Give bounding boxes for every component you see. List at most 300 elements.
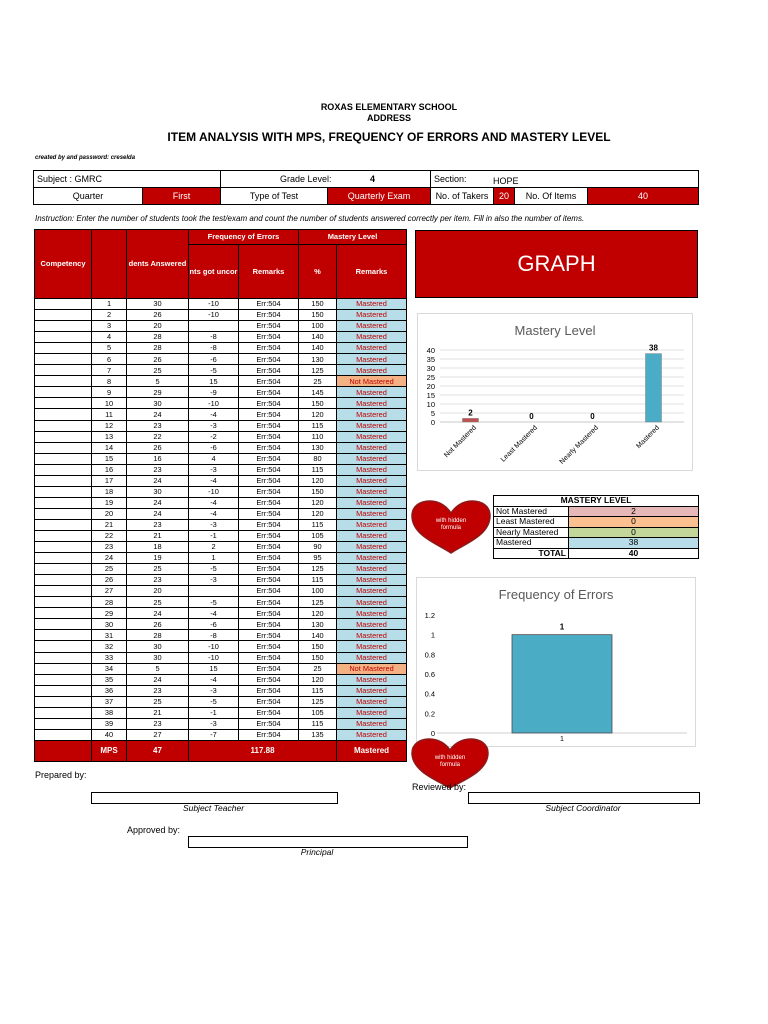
table-row [35, 376, 407, 387]
mastery-remark: Mastered [337, 398, 407, 409]
item-number: 3 [92, 321, 127, 332]
y-tick-label: 0.8 [424, 650, 435, 660]
percent: 90 [299, 542, 337, 553]
error-count: 1 [189, 553, 239, 564]
error-remark: Err:504 [239, 663, 299, 674]
item-number: 24 [92, 553, 127, 564]
error-count: -3 [189, 718, 239, 729]
mastery-remark: Not Mastered [337, 376, 407, 387]
item-number: 29 [92, 608, 127, 619]
error-remark: Err:504 [239, 729, 299, 740]
error-count: -5 [189, 564, 239, 575]
item-number: 11 [92, 409, 127, 420]
answered-count[interactable]: 25 [127, 564, 189, 575]
table-row [35, 475, 407, 486]
error-count: -9 [189, 387, 239, 398]
answered-count[interactable]: 16 [127, 453, 189, 464]
summary-value[interactable]: 0 [569, 527, 699, 538]
grade-level-value: 4 [370, 174, 376, 184]
competency-cell[interactable] [35, 376, 92, 387]
table-row [35, 564, 407, 575]
competency-cell[interactable] [35, 387, 92, 398]
competency-cell[interactable] [35, 652, 92, 663]
answered-count[interactable]: 20 [127, 321, 189, 332]
mastery-remark: Mastered [337, 575, 407, 586]
mastery-remark: Mastered [337, 641, 407, 652]
error-count: 15 [189, 663, 239, 674]
error-count: -3 [189, 575, 239, 586]
error-remark: Err:504 [239, 321, 299, 332]
competency-cell[interactable] [35, 685, 92, 696]
competency-cell[interactable] [35, 442, 92, 453]
percent: 140 [299, 343, 337, 354]
percent: 115 [299, 464, 337, 475]
error-remark: Err:504 [239, 497, 299, 508]
percent: 150 [299, 641, 337, 652]
school-address: ADDRESS [366, 113, 411, 123]
percent: 150 [299, 652, 337, 663]
item-number: 4 [92, 332, 127, 343]
table-row [35, 674, 407, 685]
answered-count[interactable]: 19 [127, 553, 189, 564]
mastery-remark: Mastered [337, 519, 407, 530]
summary-label: Nearly Mastered [494, 527, 569, 538]
table-row [35, 387, 407, 398]
percent: 130 [299, 619, 337, 630]
answered-count[interactable]: 24 [127, 674, 189, 685]
mastery-remark: Mastered [337, 674, 407, 685]
error-count: -4 [189, 608, 239, 619]
mastery-remark: Mastered [337, 652, 407, 663]
y-tick-label: 0.2 [424, 709, 435, 719]
summary-title: MASTERY LEVEL [494, 496, 699, 507]
table-row [35, 354, 407, 365]
mastery-remark: Mastered [337, 310, 407, 321]
competency-cell[interactable] [35, 608, 92, 619]
competency-cell[interactable] [35, 597, 92, 608]
table-row [35, 321, 407, 332]
percent: 100 [299, 321, 337, 332]
error-remark: Err:504 [239, 332, 299, 343]
error-count: -10 [189, 641, 239, 652]
table-row [35, 586, 407, 597]
y-tick-label: 35 [426, 355, 435, 364]
principal-caption: Principal [300, 847, 334, 857]
table-row [35, 409, 407, 420]
competency-cell[interactable] [35, 365, 92, 376]
item-number: 21 [92, 519, 127, 530]
summary-value[interactable]: 2 [569, 506, 699, 517]
summary-total-label: TOTAL [494, 548, 569, 559]
mastery-remark: Mastered [337, 321, 407, 332]
error-count: -8 [189, 332, 239, 343]
competency-cell[interactable] [35, 718, 92, 729]
mastery-remark: Mastered [337, 365, 407, 376]
answered-count[interactable]: 21 [127, 707, 189, 718]
error-remark: Err:504 [239, 619, 299, 630]
answered-count[interactable]: 23 [127, 464, 189, 475]
competency-cell[interactable] [35, 641, 92, 652]
competency-cell[interactable] [35, 354, 92, 365]
heart-text-line1: with hidden [435, 518, 467, 524]
answered-count[interactable]: 25 [127, 365, 189, 376]
error-remark: Err:504 [239, 597, 299, 608]
table-row [35, 431, 407, 442]
answered-count[interactable]: 23 [127, 575, 189, 586]
heart-text-line2: formula [440, 525, 462, 531]
summary-label: Not Mastered [494, 506, 569, 517]
competency-cell[interactable] [35, 663, 92, 674]
answered-count[interactable]: 30 [127, 486, 189, 497]
table-row [35, 608, 407, 619]
answered-count[interactable]: 18 [127, 542, 189, 553]
header-students-answered: dents Answered [127, 230, 189, 299]
table-row [35, 685, 407, 696]
data-label: 38 [649, 343, 658, 353]
test-type-label: Type of Test [221, 188, 328, 205]
answered-count[interactable]: 26 [127, 354, 189, 365]
data-label: 1 [559, 622, 565, 632]
competency-cell[interactable] [35, 586, 92, 597]
error-count [189, 321, 239, 332]
header-error-remarks: Remarks [239, 245, 299, 299]
competency-cell[interactable] [35, 542, 92, 553]
error-count: -5 [189, 597, 239, 608]
error-remark: Err:504 [239, 718, 299, 729]
mastery-remark: Not Mastered [337, 663, 407, 674]
mastery-remark: Mastered [337, 553, 407, 564]
header-percent: % [299, 245, 337, 299]
y-tick-label: 20 [426, 382, 435, 391]
x-tick-label: Least Mastered [499, 424, 539, 464]
table-row [35, 641, 407, 652]
answered-count[interactable]: 23 [127, 420, 189, 431]
header-mastery-level: Mastery Level [299, 230, 407, 245]
error-count: -10 [189, 652, 239, 663]
summary-value[interactable]: 38 [569, 538, 699, 549]
data-label: 0 [529, 412, 534, 421]
table-row [35, 718, 407, 729]
competency-cell[interactable] [35, 497, 92, 508]
error-count: -1 [189, 707, 239, 718]
percent: 120 [299, 475, 337, 486]
percent: 145 [299, 387, 337, 398]
answered-count[interactable]: 30 [127, 641, 189, 652]
error-remark: Err:504 [239, 398, 299, 409]
error-remark: Err:504 [239, 696, 299, 707]
answered-count[interactable]: 27 [127, 729, 189, 740]
competency-cell[interactable] [35, 519, 92, 530]
percent: 115 [299, 575, 337, 586]
item-number: 20 [92, 508, 127, 519]
competency-cell[interactable] [35, 299, 92, 310]
error-count: -3 [189, 685, 239, 696]
competency-cell[interactable] [35, 321, 92, 332]
competency-cell[interactable] [35, 530, 92, 541]
error-remark: Err:504 [239, 586, 299, 597]
competency-cell[interactable] [35, 729, 92, 740]
error-count: -4 [189, 674, 239, 685]
mastery-remark: Mastered [337, 586, 407, 597]
answered-count[interactable]: 24 [127, 497, 189, 508]
x-tick-label: Nearly Mastered [558, 424, 600, 466]
error-count: -6 [189, 619, 239, 630]
answered-count[interactable]: 30 [127, 299, 189, 310]
answered-count[interactable]: 24 [127, 608, 189, 619]
mps-row [35, 740, 407, 761]
competency-cell[interactable] [35, 575, 92, 586]
answered-count[interactable]: 21 [127, 530, 189, 541]
summary-value[interactable]: 0 [569, 517, 699, 528]
heart-text-line2: formula [439, 762, 461, 768]
error-remark: Err:504 [239, 674, 299, 685]
answered-count[interactable]: 26 [127, 442, 189, 453]
error-count: -10 [189, 299, 239, 310]
info-table [33, 170, 699, 205]
header-frequency-of-errors: Frequency of Errors [189, 230, 299, 245]
item-number: 2 [92, 310, 127, 321]
mastery-remark: Mastered [337, 696, 407, 707]
competency-cell[interactable] [35, 630, 92, 641]
competency-cell[interactable] [35, 310, 92, 321]
mastery-remark: Mastered [337, 299, 407, 310]
competency-cell[interactable] [35, 464, 92, 475]
answered-count[interactable]: 29 [127, 387, 189, 398]
competency-cell[interactable] [35, 420, 92, 431]
data-label: 2 [468, 408, 473, 418]
table-row [35, 696, 407, 707]
item-number: 12 [92, 420, 127, 431]
y-tick-label: 0.6 [424, 670, 435, 679]
section-cell[interactable] [431, 171, 699, 188]
error-remark: Err:504 [239, 354, 299, 365]
percent: 125 [299, 365, 337, 376]
x-tick-label: Mastered [635, 424, 661, 451]
table-row [35, 486, 407, 497]
error-count: -8 [189, 343, 239, 354]
competency-cell[interactable] [35, 553, 92, 564]
prepared-by-label: Prepared by: [35, 770, 87, 780]
bar [463, 418, 479, 422]
item-number: 34 [92, 663, 127, 674]
error-remark: Err:504 [239, 575, 299, 586]
answered-count[interactable]: 24 [127, 409, 189, 420]
competency-cell[interactable] [35, 696, 92, 707]
competency-cell[interactable] [35, 674, 92, 685]
item-number: 25 [92, 564, 127, 575]
error-remark: Err:504 [239, 707, 299, 718]
percent: 120 [299, 409, 337, 420]
percent: 150 [299, 299, 337, 310]
error-remark: Err:504 [239, 519, 299, 530]
table-row [35, 398, 407, 409]
header-students-uncorrect: nts got uncor [189, 245, 239, 299]
y-tick-label: 30 [426, 364, 435, 373]
answered-count[interactable]: 23 [127, 718, 189, 729]
mastery-remark: Mastered [337, 707, 407, 718]
error-remark: Err:504 [239, 641, 299, 652]
error-remark: Err:504 [239, 310, 299, 321]
mastery-remark: Mastered [337, 431, 407, 442]
percent: 95 [299, 553, 337, 564]
items-value[interactable]: 40 [588, 188, 699, 205]
summary-row [494, 517, 699, 528]
y-tick-label: 1.2 [424, 611, 435, 620]
error-count: -10 [189, 398, 239, 409]
data-label: 0 [590, 412, 595, 421]
mastery-level-chart [417, 313, 693, 471]
item-number: 16 [92, 464, 127, 475]
percent: 115 [299, 420, 337, 431]
item-number: 30 [92, 619, 127, 630]
competency-cell[interactable] [35, 398, 92, 409]
error-count: -10 [189, 486, 239, 497]
subject-cell[interactable]: Subject : GMRC [34, 171, 221, 188]
answered-count[interactable]: 26 [127, 310, 189, 321]
quarter-value[interactable]: First [143, 188, 221, 205]
section-value: HOPE [493, 176, 519, 186]
mastery-remark: Mastered [337, 718, 407, 729]
competency-cell[interactable] [35, 619, 92, 630]
item-number: 40 [92, 729, 127, 740]
error-count: -5 [189, 696, 239, 707]
percent: 105 [299, 707, 337, 718]
item-number: 23 [92, 542, 127, 553]
answered-count[interactable]: 22 [127, 431, 189, 442]
instruction-text: Instruction: Enter the number of students took the test/exam and count the number of students answered correctly per item. Fill in also the number of items. [35, 214, 585, 223]
answered-count[interactable]: 24 [127, 508, 189, 519]
error-count: -2 [189, 431, 239, 442]
percent: 105 [299, 530, 337, 541]
percent: 110 [299, 431, 337, 442]
y-tick-label: 10 [426, 400, 435, 409]
error-count: -3 [189, 464, 239, 475]
answered-count[interactable]: 26 [127, 619, 189, 630]
summary-label: Least Mastered [494, 517, 569, 528]
answered-count[interactable]: 23 [127, 519, 189, 530]
table-row [35, 542, 407, 553]
takers-value[interactable]: 20 [494, 188, 515, 205]
answered-count[interactable]: 5 [127, 376, 189, 387]
competency-cell[interactable] [35, 564, 92, 575]
item-number: 14 [92, 442, 127, 453]
competency-cell[interactable] [35, 508, 92, 519]
answered-count[interactable]: 25 [127, 696, 189, 707]
table-row [35, 530, 407, 541]
item-number: 26 [92, 575, 127, 586]
mps-remark: Mastered [337, 740, 407, 761]
competency-cell[interactable] [35, 486, 92, 497]
item-number: 32 [92, 641, 127, 652]
y-tick-label: 5 [430, 409, 435, 418]
credit-note: created by and password: creselda [35, 155, 136, 161]
mastery-remark: Mastered [337, 685, 407, 696]
error-count: -4 [189, 475, 239, 486]
item-number: 37 [92, 696, 127, 707]
percent: 100 [299, 586, 337, 597]
mps-percent: 117.88 [189, 740, 337, 761]
mastery-remark: Mastered [337, 608, 407, 619]
error-remark: Err:504 [239, 652, 299, 663]
table-row [35, 299, 407, 310]
mastery-remark: Mastered [337, 497, 407, 508]
takers-label: No. of Takers [431, 188, 494, 205]
competency-cell[interactable] [35, 707, 92, 718]
approved-by-label: Approved by: [127, 825, 181, 835]
error-count: -3 [189, 420, 239, 431]
answered-count[interactable]: 25 [127, 597, 189, 608]
answered-count[interactable]: 30 [127, 652, 189, 663]
error-remark: Err:504 [239, 365, 299, 376]
answered-count[interactable]: 20 [127, 586, 189, 597]
competency-cell[interactable] [35, 475, 92, 486]
mastery-remark: Mastered [337, 619, 407, 630]
error-remark: Err:504 [239, 630, 299, 641]
grade-level-cell[interactable] [221, 171, 431, 188]
frequency-errors-chart-svg [417, 578, 695, 746]
competency-cell[interactable] [35, 453, 92, 464]
percent: 150 [299, 486, 337, 497]
mastery-remark: Mastered [337, 442, 407, 453]
y-tick-label: 1 [430, 630, 435, 640]
answered-count[interactable]: 28 [127, 332, 189, 343]
answered-count[interactable]: 30 [127, 398, 189, 409]
competency-cell[interactable] [35, 343, 92, 354]
error-remark: Err:504 [239, 343, 299, 354]
header-mastery-remarks: Remarks [337, 245, 407, 299]
school-name: ROXAS ELEMENTARY SCHOOL [320, 102, 458, 112]
answered-count[interactable]: 28 [127, 343, 189, 354]
error-remark: Err:504 [239, 299, 299, 310]
competency-cell[interactable] [35, 431, 92, 442]
answered-count[interactable]: 24 [127, 475, 189, 486]
error-remark: Err:504 [239, 608, 299, 619]
answered-count[interactable]: 23 [127, 685, 189, 696]
x-tick-label: 1 [560, 736, 564, 743]
mps-label: MPS [92, 740, 127, 761]
percent: 25 [299, 663, 337, 674]
error-count: 2 [189, 542, 239, 553]
teacher-caption: Subject Teacher [182, 803, 245, 813]
table-row [35, 707, 407, 718]
item-number: 22 [92, 530, 127, 541]
item-number: 17 [92, 475, 127, 486]
error-remark: Err:504 [239, 431, 299, 442]
error-remark: Err:504 [239, 442, 299, 453]
test-type-value[interactable]: Quarterly Exam [328, 188, 431, 205]
summary-row [494, 527, 699, 538]
summary-label: Mastered [494, 538, 569, 549]
mastery-remark: Mastered [337, 729, 407, 740]
competency-cell[interactable] [35, 409, 92, 420]
mastery-remark: Mastered [337, 387, 407, 398]
competency-cell[interactable] [35, 332, 92, 343]
mastery-remark: Mastered [337, 564, 407, 575]
item-number: 6 [92, 354, 127, 365]
answered-count[interactable]: 28 [127, 630, 189, 641]
table-row [35, 553, 407, 564]
item-number: 39 [92, 718, 127, 729]
table-row [35, 508, 407, 519]
error-count: -4 [189, 508, 239, 519]
table-row [35, 310, 407, 321]
mastery-remark: Mastered [337, 343, 407, 354]
item-number: 5 [92, 343, 127, 354]
error-count: -6 [189, 442, 239, 453]
items-label: No. Of Items [515, 188, 588, 205]
y-tick-label: 0 [430, 418, 435, 427]
answered-count[interactable]: 5 [127, 663, 189, 674]
